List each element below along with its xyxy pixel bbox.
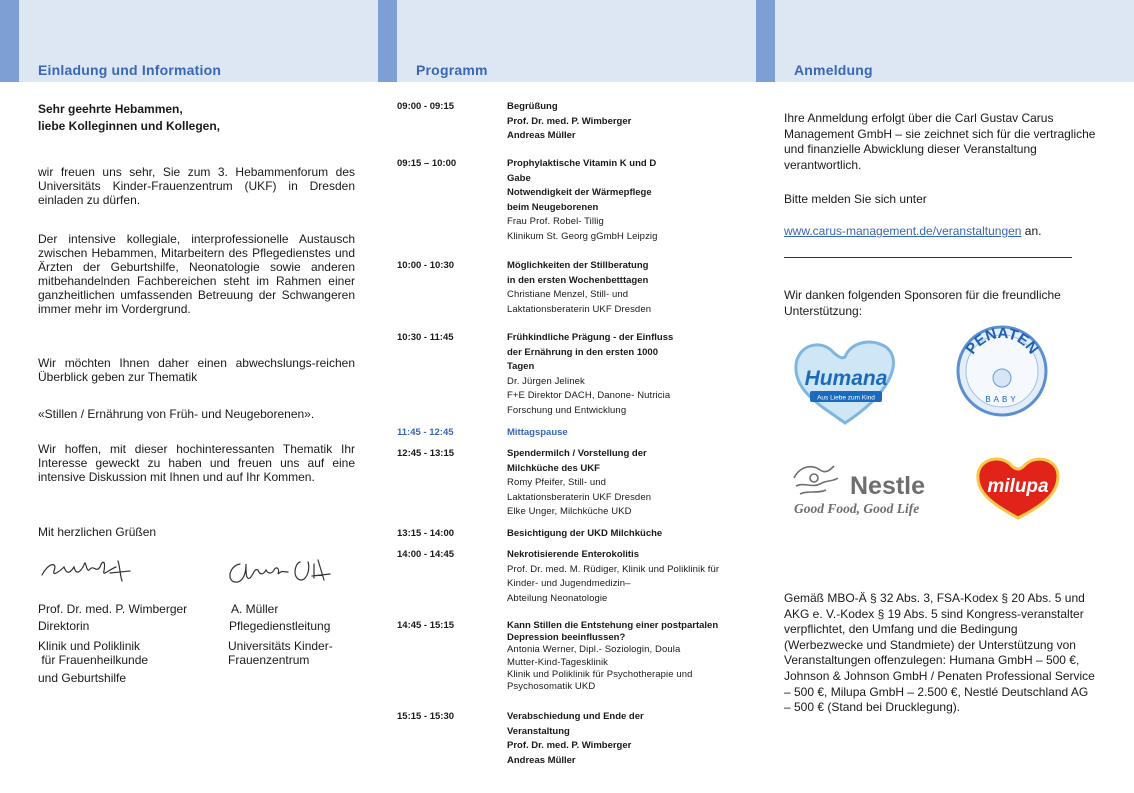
signer-1-dept-3: und Geburtshilfe [38, 671, 127, 685]
program-speaker-line: Dr. Jürgen Jelinek [507, 375, 585, 387]
program-time: 10:00 - 10:30 [397, 260, 455, 271]
section-heading-registration: Anmeldung [794, 62, 873, 78]
program-speaker-line: Romy Pfeifer, Still- und [507, 477, 607, 488]
invitation-paragraph-2: Der intensive kollegiale, interprofessionelle Austausch zwischen Hebammen, Mitarbeitern des Pflegedienstes und Ärzten der Geburtshilfe, Neonatologie sowie anderen mitbehandelnden Fachbereichen steht im Rahmen einer ganzheitlichen umfassenden Betreuung der Schwangeren immer mehr im Vordergrund. [38, 232, 355, 316]
program-title-line: Frühkindliche Prägung - der Einfluss [507, 332, 674, 343]
program-title-line: Prophylaktische Vitamin K und D [507, 158, 657, 169]
program-title-line: in den ersten Wochenbetttagen [507, 274, 649, 286]
program-title-line: Andreas Müller [507, 754, 576, 766]
program-time: 11:45 - 12:45 [397, 427, 454, 438]
program-speaker-line: Laktationsberaterin UKF Dresden [507, 303, 652, 315]
program-speaker-line: Frau Prof. Robel- Tillig [507, 216, 604, 227]
registration-link-line [784, 224, 1096, 240]
signer-1-name: Prof. Dr. med. P. Wimberger [38, 602, 188, 616]
program-details [507, 447, 757, 520]
signer-2-dept-1: Universitäts Kinder- [228, 639, 333, 653]
program-title-line: Andreas Müller [507, 130, 576, 141]
sponsors-intro: Wir danken folgenden Sponsoren für die freundliche Unterstützung: [784, 288, 1061, 318]
program-details [507, 620, 757, 693]
program-details [507, 527, 757, 542]
invitation-paragraph-4: Wir hoffen, mit dieser hochinteressanten Thematik Ihr Interesse geweckt zu haben und freuen uns auf eine intensive Diskussion mit Ihnen und auf Ihr Kommen. [38, 442, 355, 484]
program-title-line: Milchküche des UKF [507, 462, 600, 474]
salutation [38, 101, 355, 135]
section-heading-invitation: Einladung und Information [38, 62, 222, 78]
signer-1-dept-1: Klinik und Poliklinik [38, 639, 141, 653]
program-title-line: Depression beeinflussen? [507, 632, 626, 644]
program-speaker-line: Forschung und Entwicklung [507, 404, 627, 416]
signature-mueller [224, 556, 334, 588]
header-accent-bar [378, 0, 397, 82]
nestle-logo [790, 460, 935, 518]
program-speaker-line: F+E Direktor DACH, Danone- Nutricia [507, 390, 671, 401]
program-speaker-line: Laktationsberaterin UKF Dresden [507, 491, 652, 503]
signer-2-name: A. Müller [231, 602, 279, 616]
program-title-line: Tagen [507, 361, 535, 372]
program-time: 09:15 – 10:00 [397, 158, 457, 169]
program-time: 15:15 - 15:30 [397, 711, 455, 722]
program-title-line: Mittagspause [507, 427, 568, 438]
program-title-line: Möglichkeiten der Stillberatung [507, 260, 649, 271]
program-details [507, 710, 757, 768]
invitation-paragraph-3: Wir möchten Ihnen daher einen abwechslungs-reichen Überblick geben zur Thematik [38, 356, 355, 384]
registration-intro: Ihre Anmeldung erfolgt über die Carl Gustav Carus Management GmbH – sie zeichnet sich für die vertragliche und finanzielle Abwicklung dieser Veranstaltung verantwortlich. [784, 111, 1096, 172]
salutation-line-2: liebe Kolleginnen und Kollegen, [38, 119, 221, 133]
program-speaker-line: Christiane Menzel, Still- und [507, 289, 629, 300]
program-speaker-line: Abteilung Neonatologie [507, 592, 608, 604]
program-time: 14:45 - 15:15 [397, 620, 455, 631]
signer-2-dept-2: Frauenzentrum [228, 653, 310, 667]
program-time: 10:30 - 11:45 [397, 332, 454, 343]
program-speaker-line: Klinikum St. Georg gGmbH Leipzig [507, 230, 658, 242]
program-details [507, 548, 757, 606]
svg-text:milupa: milupa [987, 476, 1049, 497]
section-heading-program: Programm [416, 62, 488, 78]
registration-link-suffix: an. [1021, 224, 1042, 238]
penaten-logo [955, 324, 1049, 418]
program-title-line: Notwendigkeit der Wärmepflege [507, 187, 652, 198]
program-details [507, 426, 757, 441]
program-details [507, 259, 757, 317]
program-title-line: Gabe [507, 172, 531, 184]
program-details [507, 100, 757, 144]
program-title-line: Spendermilch / Vorstellung der [507, 448, 647, 459]
program-speaker-line: Prof. Dr. med. M. Rüdiger, Klinik und Poliklinik für [507, 563, 720, 575]
program-speaker-line: Antonia Werner, Dipl.- Soziologin, Doula [507, 644, 681, 656]
sponsor-disclosure: Gemäß MBO-Ä § 32 Abs. 3, FSA-Kodex § 20 Abs. 5 und AKG e. V.-Kodex § 19 Abs. 5 sind Kongress-veranstalter verpflichtet, den Umfang und die Bedingung (Werbezwecke und Standmiete) der Unterstützung von Veranstaltungen offenzulegen: Humana GmbH – 500 €, Johnson & Johnson GmbH / Penaten Professional Service – 500 €, Milupa GmbH – 2.500 €, Nestlé Deutschland AG – 500 € (Stand bei Drucklegung). [784, 591, 1095, 715]
program-details [507, 157, 757, 244]
svg-text:Good Food, Good Life: Good Food, Good Life [794, 501, 920, 516]
program-title-line: Prof. Dr. med. P. Wimberger [507, 740, 632, 751]
invitation-paragraph-1: wir freuen uns sehr, Sie zum 3. Hebammenforum des Universitäts Kinder-Frauenzentrum (UKF) in Dresden einladen zu dürfen. [38, 165, 355, 207]
program-time: 12:45 - 13:15 [397, 448, 455, 459]
program-title-line: Kann Stillen die Entstehung einer postpartalen [507, 620, 719, 631]
program-time: 14:00 - 14:45 [397, 549, 455, 560]
divider-line [784, 257, 1072, 258]
program-speaker-line: Psychosomatik UKD [507, 681, 596, 693]
program-details [507, 331, 757, 418]
invitation-topic: «Stillen / Ernährung von Früh- und Neugeborenen». [38, 407, 315, 421]
program-speaker-line: Kinder- und Jugendmedizin– [507, 578, 631, 589]
closing-line: Mit herzlichen Grüßen [38, 525, 157, 539]
svg-text:Nestle: Nestle [850, 472, 926, 500]
signature-wimberger [40, 553, 135, 585]
header-accent-bar [756, 0, 775, 82]
program-time: 13:15 - 14:00 [397, 528, 455, 539]
salutation-line-1: Sehr geehrte Hebammen, [38, 102, 183, 116]
program-speaker-line: Mutter-Kind-Tagesklinik [507, 656, 609, 668]
svg-text:Humana: Humana [804, 367, 888, 390]
program-title-line: Besichtigung der UKD Milchküche [507, 528, 663, 539]
program-title-line: Prof. Dr. med. P. Wimberger [507, 115, 632, 127]
signer-1-role: Direktorin [38, 619, 90, 633]
program-title-line: beim Neugeborenen [507, 201, 599, 213]
humana-logo [790, 335, 900, 427]
signer-2-role: Pflegedienstleitung [229, 619, 331, 633]
signer-1-dept-2: für Frauenheilkunde [38, 653, 149, 667]
program-title-line: Nekrotisierende Enterokolitis [507, 549, 639, 560]
program-speaker-line: Elke Unger, Milchküche UKD [507, 506, 632, 517]
svg-text:BABY: BABY [985, 395, 1019, 404]
program-time: 09:00 - 09:15 [397, 101, 455, 112]
registration-link[interactable]: www.carus-management.de/veranstaltungen [784, 224, 1022, 238]
svg-text:PENATEN: PENATEN [962, 324, 1042, 358]
registration-prompt: Bitte melden Sie sich unter [784, 192, 927, 206]
svg-text:Aus Liebe zum Kind: Aus Liebe zum Kind [817, 394, 875, 402]
program-title-line: Veranstaltung [507, 725, 570, 737]
program-title-line: Verabschiedung und Ende der [507, 711, 644, 722]
milupa-logo [972, 452, 1064, 522]
program-title-line: der Ernährung in den ersten 1000 [507, 346, 658, 358]
header-accent-bar [0, 0, 19, 82]
program-speaker-line: Klinik und Poliklinik für Psychotherapie und [507, 668, 693, 680]
program-title-line: Begrüßung [507, 101, 558, 112]
